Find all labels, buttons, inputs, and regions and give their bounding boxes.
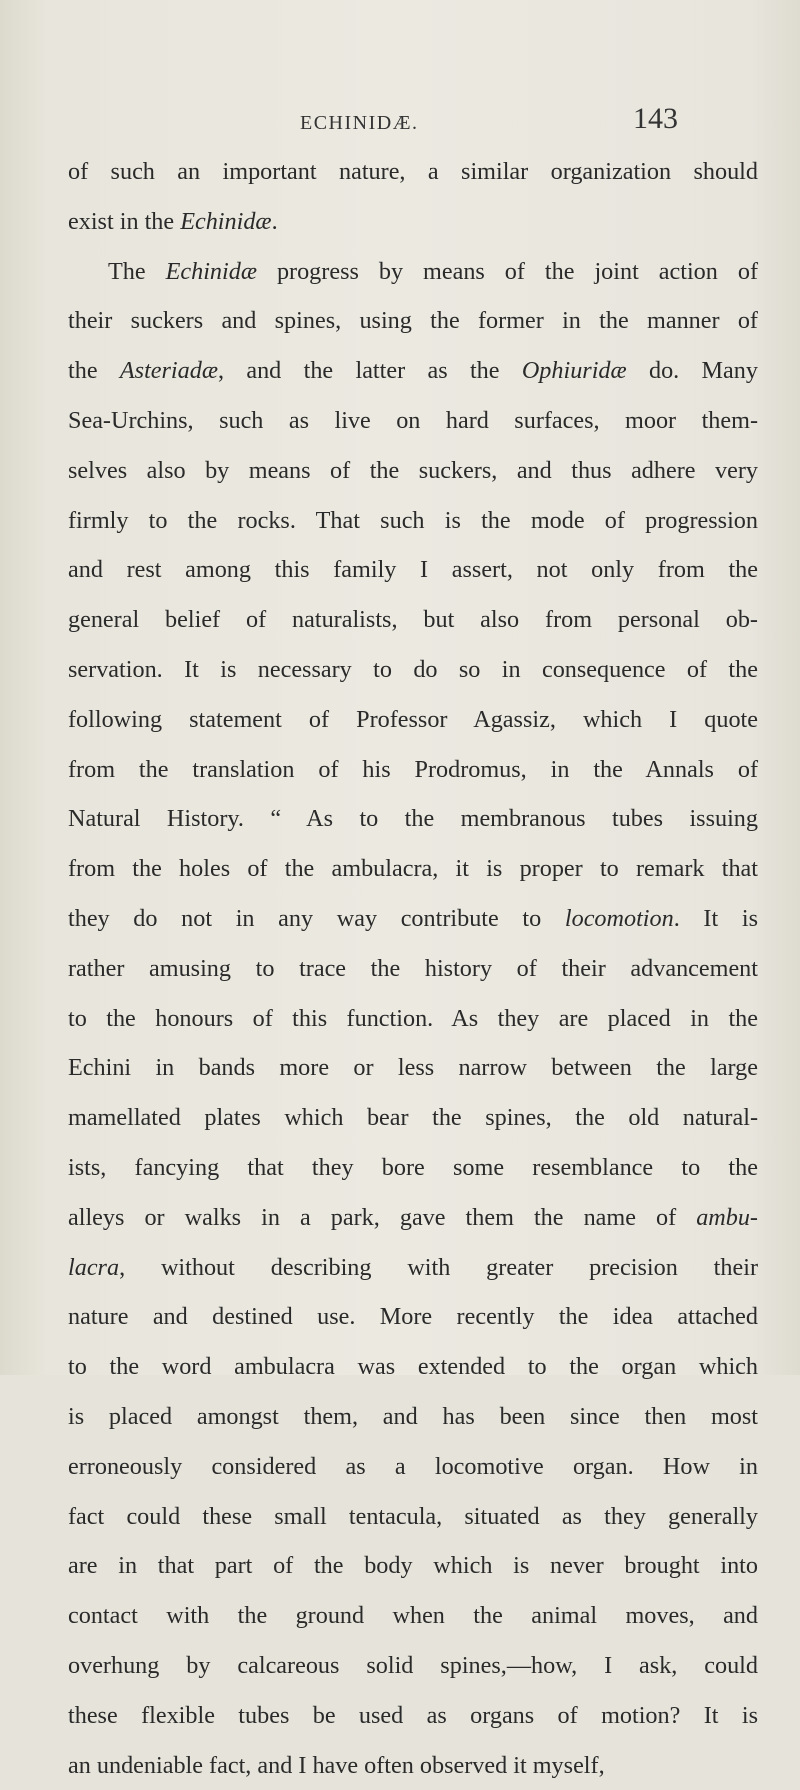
text-line: their suckers and spines, using the former in the manner of <box>68 296 758 346</box>
text-line: lacra, without describing with greater precision their <box>68 1243 758 1293</box>
text-line: fact could these small tentacula, situated as they generally <box>68 1492 758 1542</box>
text-line: is placed amongst them, and has been since then most <box>68 1392 758 1442</box>
body-text <box>68 147 758 1790</box>
text-line: rather amusing to trace the history of their advancement <box>68 944 758 994</box>
text-line: Natural History. “ As to the membranous tubes issuing <box>68 794 758 844</box>
text-line: Echini in bands more or less narrow between the large <box>68 1043 758 1093</box>
text-line: alleys or walks in a park, gave them the name of ambu- <box>68 1193 758 1243</box>
text-line: Sea-Urchins, such as live on hard surfaces, moor them- <box>68 396 758 446</box>
text-line: mamellated plates which bear the spines, the old natural- <box>68 1093 758 1143</box>
text-line: overhung by calcareous solid spines,—how, I ask, could <box>68 1641 758 1691</box>
text-line: to the honours of this function. As they are placed in the <box>68 994 758 1044</box>
text-line: nature and destined use. More recently the idea attached <box>68 1292 758 1342</box>
text-line: to the word ambulacra was extended to the organ which <box>68 1342 758 1392</box>
text-line: the Asteriadæ, and the latter as the Ophiuridæ do. Many <box>68 346 758 396</box>
text-line: The Echinidæ progress by means of the joint action of <box>68 247 758 297</box>
text-line: selves also by means of the suckers, and thus adhere very <box>68 446 758 496</box>
text-line: ists, fancying that they bore some resemblance to the <box>68 1143 758 1193</box>
text-line: they do not in any way contribute to locomotion. It is <box>68 894 758 944</box>
text-line: servation. It is necessary to do so in consequence of the <box>68 645 758 695</box>
text-line: these flexible tubes be used as organs of motion? It is <box>68 1691 758 1741</box>
page-number: 143 <box>633 102 678 136</box>
text-line: firmly to the rocks. That such is the mode of progression <box>68 496 758 546</box>
text-line: an undeniable fact, and I have often observed it myself, <box>68 1741 758 1790</box>
text-line: from the holes of the ambulacra, it is proper to remark that <box>68 844 758 894</box>
text-line: and rest among this family I assert, not only from the <box>68 545 758 595</box>
page-header <box>0 98 800 138</box>
text-line: from the translation of his Prodromus, in the Annals of <box>68 745 758 795</box>
text-line: contact with the ground when the animal moves, and <box>68 1591 758 1641</box>
text-line: exist in the Echinidæ. <box>68 197 758 247</box>
text-line: general belief of naturalists, but also from personal ob- <box>68 595 758 645</box>
text-line: of such an important nature, a similar organization should <box>68 147 758 197</box>
text-line: following statement of Professor Agassiz, which I quote <box>68 695 758 745</box>
text-line: erroneously considered as a locomotive organ. How in <box>68 1442 758 1492</box>
text-line: are in that part of the body which is never brought into <box>68 1541 758 1591</box>
running-head: ECHINIDÆ. <box>300 112 419 135</box>
